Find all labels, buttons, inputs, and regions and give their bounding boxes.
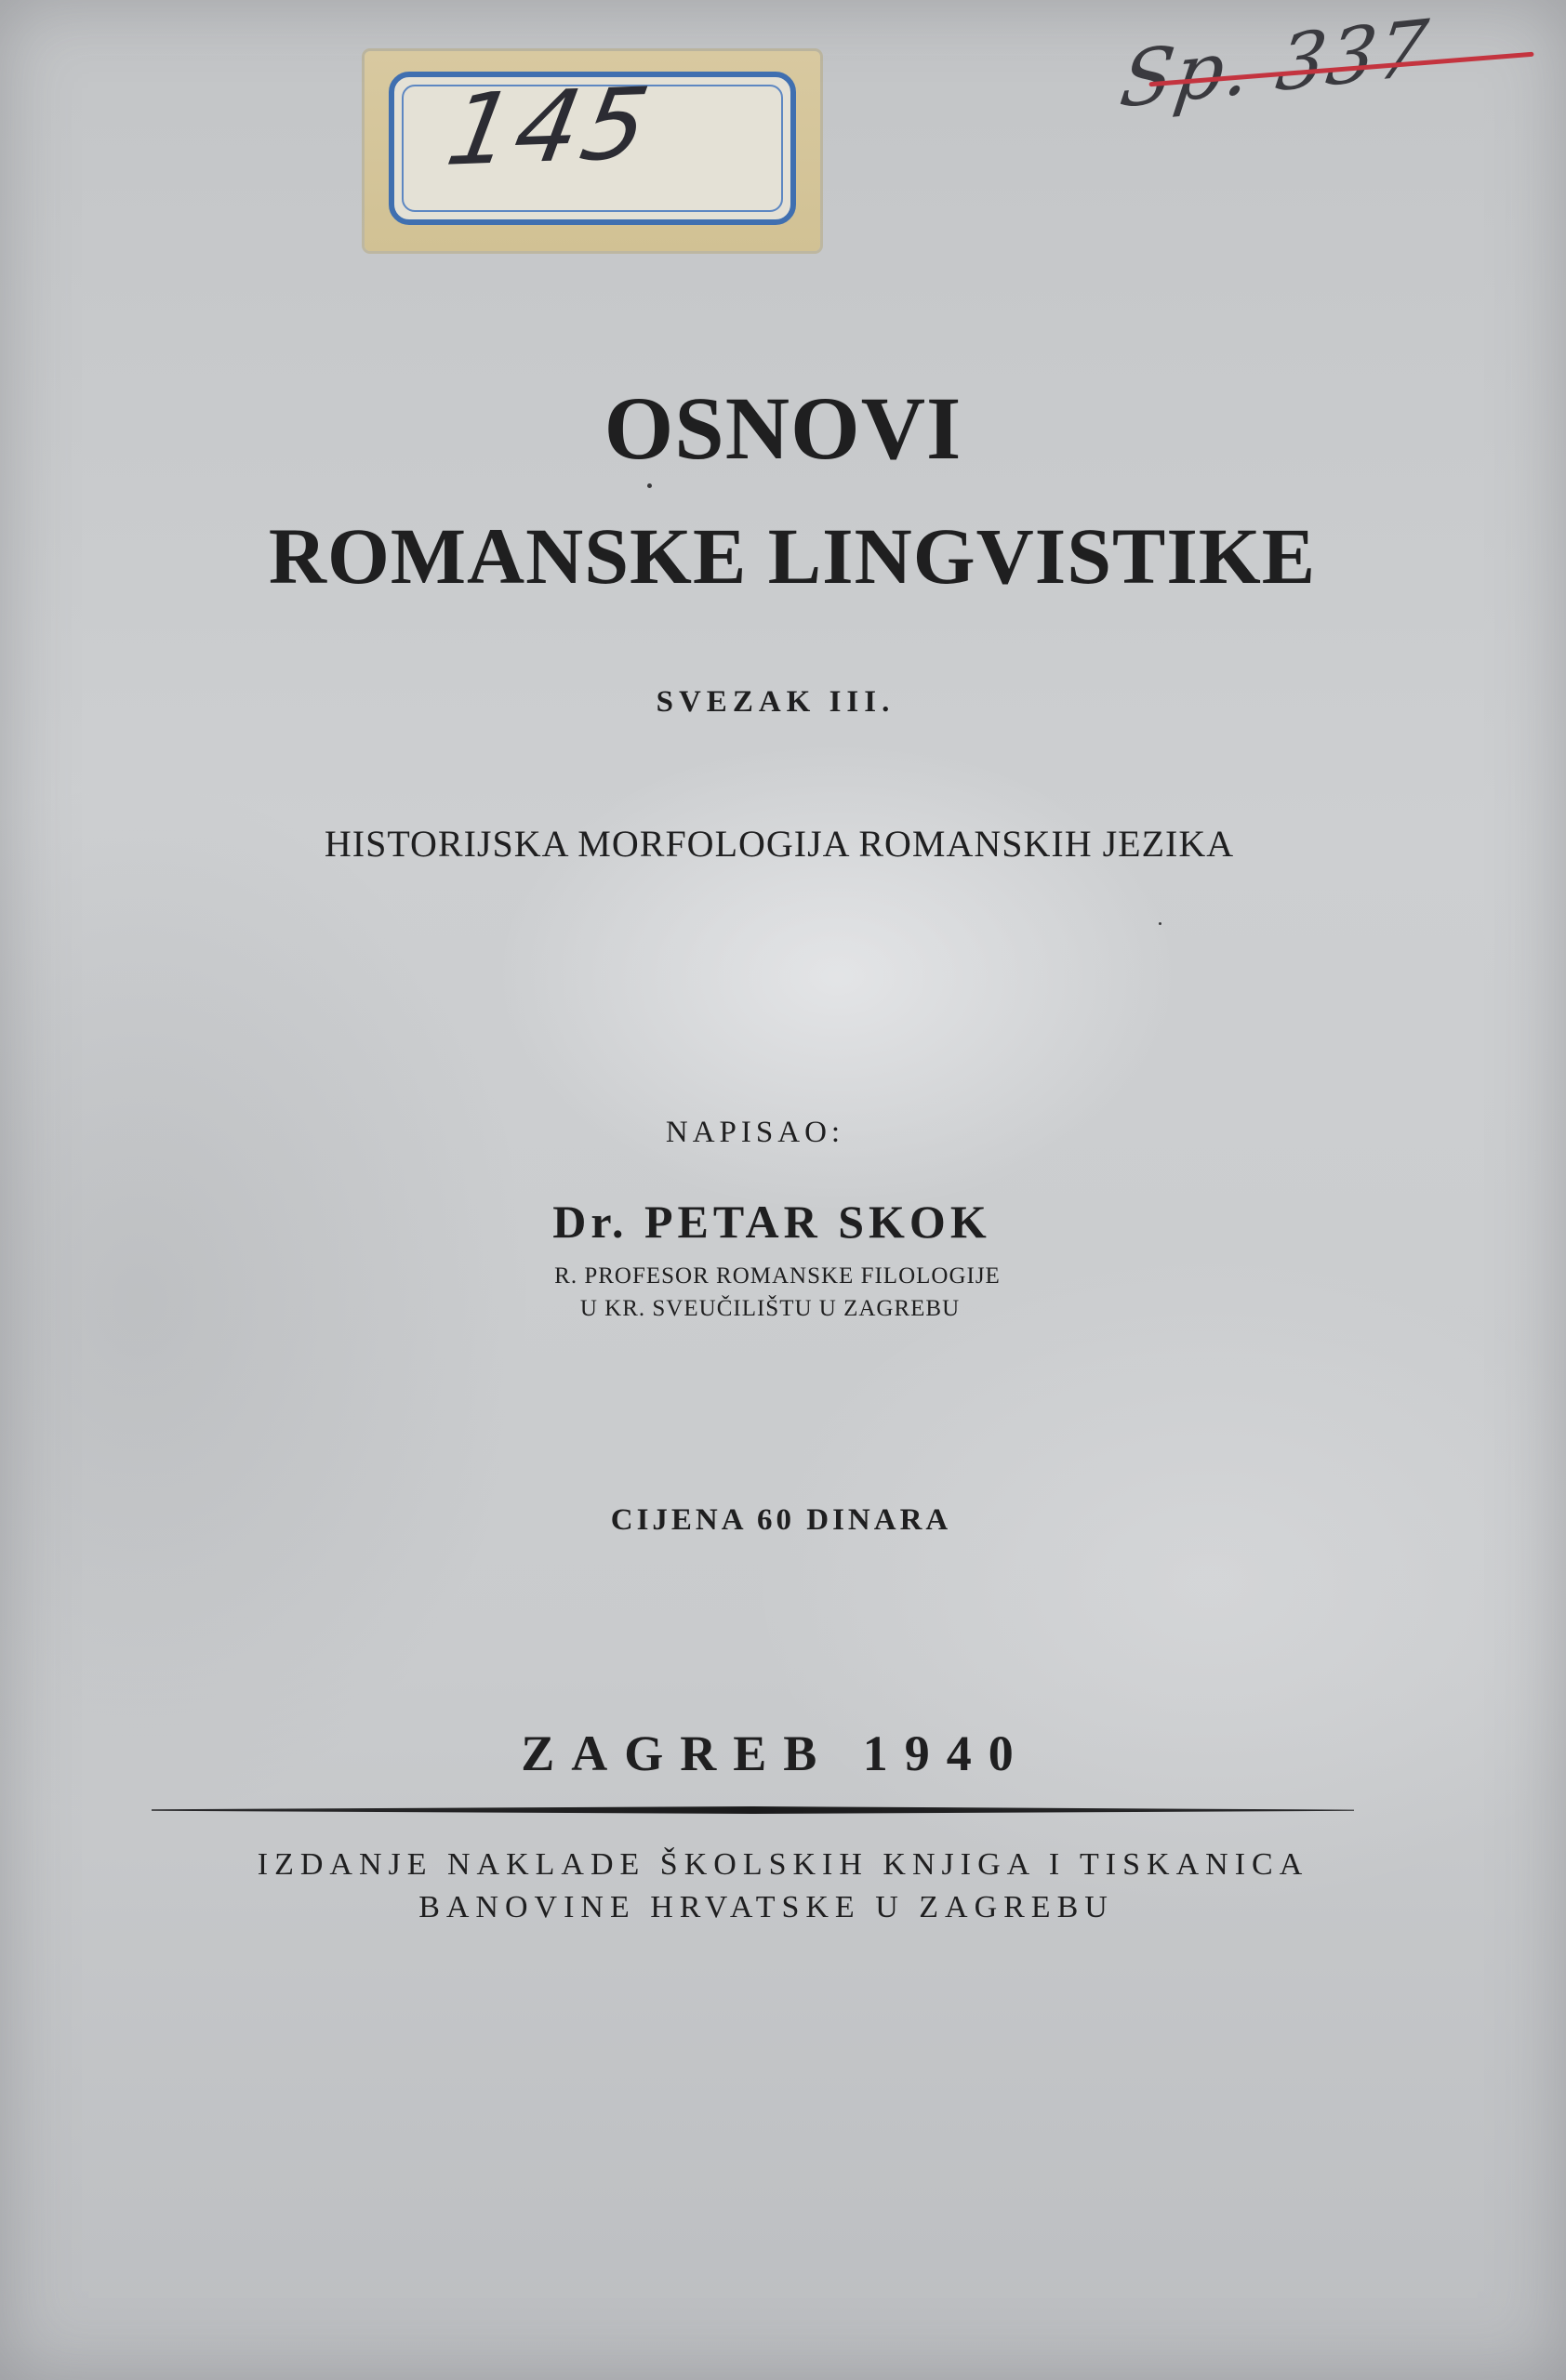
publisher-line-2: BANOVINE HRVATSKE U ZAGREBU: [418, 1890, 1114, 1924]
publisher-line-1: IZDANJE NAKLADE ŠKOLSKIH KNJIGA I TISKANICA: [257, 1847, 1309, 1882]
ink-speck: [1159, 922, 1161, 925]
ink-speck: [647, 483, 652, 488]
title-line-1: OSNOVI: [604, 378, 962, 478]
title-line-2: ROMANSKE LINGVISTIKE: [268, 511, 1317, 601]
author-affiliation-line-1: R. PROFESOR ROMANSKE FILOLOGIJE: [554, 1263, 1001, 1289]
author-name: Dr. PETAR SKOK: [552, 1196, 991, 1248]
library-label: [365, 51, 820, 251]
written-by-label: NAPISAO:: [665, 1116, 845, 1149]
author-affiliation-line-2: U KR. SVEUČILIŠTU U ZAGREBU: [579, 1296, 961, 1321]
price: CIJENA 60 DINARA: [610, 1503, 952, 1537]
library-label-number: 145: [439, 66, 660, 188]
subtitle: HISTORIJSKA MORFOLOGIJA ROMANSKIH JEZIKA: [324, 823, 1235, 865]
place-and-year: ZAGREB 1940: [521, 1726, 1030, 1781]
divider-rule: [152, 1806, 1354, 1814]
volume-label: SVEZAK III.: [656, 685, 896, 719]
shelf-mark: Sp. 337: [1115, 3, 1435, 126]
